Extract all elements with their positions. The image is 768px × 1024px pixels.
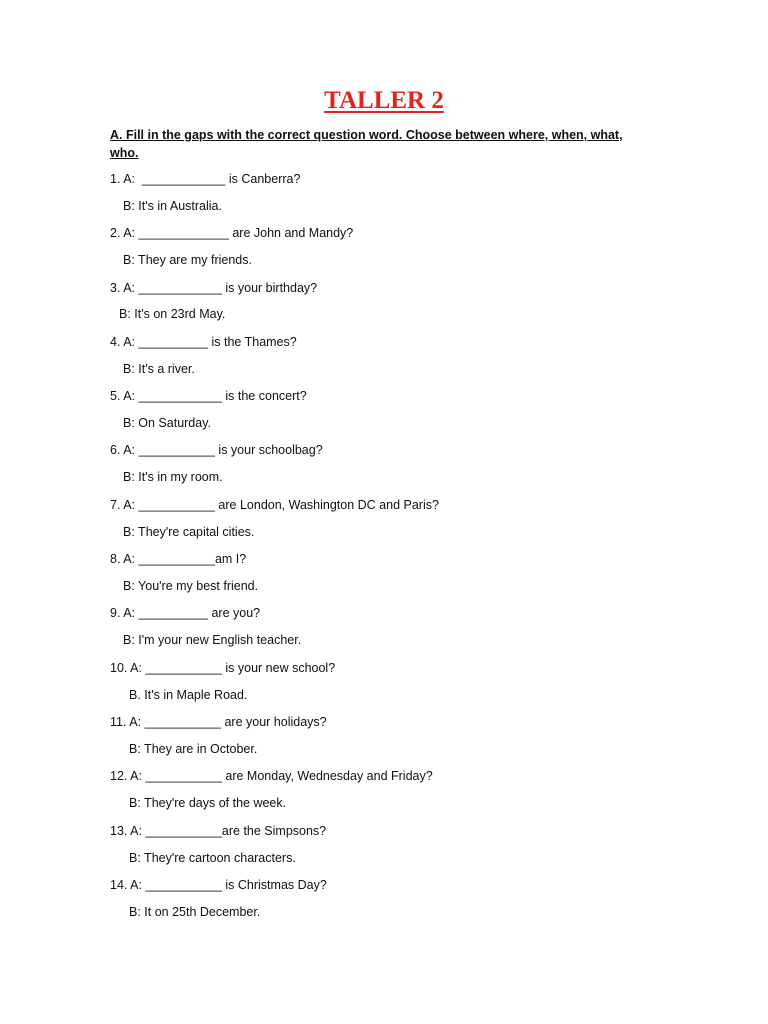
question-12: 12. A: ___________ are Monday, Wednesday and Friday? [110,769,433,783]
answer-3: B: It's on 23rd May. [119,307,226,321]
answer-1: B: It's in Australia. [123,199,222,213]
question-3: 3. A: ____________ is your birthday? [110,281,318,295]
question-6: 6. A: ___________ is your schoolbag? [110,443,323,457]
page-title [0,86,768,116]
question-14: 14. A: ___________ is Christmas Day? [110,878,327,892]
question-10: 10. A: ___________ is your new school? [110,661,336,675]
answer-6: B: It's in my room. [123,470,223,484]
answer-13: B: They're cartoon characters. [129,851,296,865]
instruction-text: A. Fill in the gaps with the correct question word. Choose between where, when, what, who. [110,128,623,160]
answer-4: B: It's a river. [123,362,195,376]
answer-5: B: On Saturday. [123,416,212,430]
question-2: 2. A: _____________ are John and Mandy? [110,226,354,240]
question-9: 9. A: __________ are you? [110,606,261,620]
page-title-text: TALLER 2 [324,87,444,114]
question-4: 4. A: __________ is the Thames? [110,335,297,349]
question-1: 1. A: ____________ is Canberra? [110,172,301,186]
answer-12: B: They're days of the week. [129,796,287,810]
answer-8: B: You're my best friend. [123,579,259,593]
question-5: 5. A: ____________ is the concert? [110,389,307,403]
question-11: 11. A: ___________ are your holidays? [110,715,327,729]
answer-10: B. It's in Maple Road. [129,688,248,702]
answer-2: B: They are my friends. [123,253,252,267]
question-13: 13. A: ___________are the Simpsons? [110,824,327,838]
question-8: 8. A: ___________am I? [110,552,247,566]
answer-9: B: I'm your new English teacher. [123,633,302,647]
question-7: 7. A: ___________ are London, Washington DC and Paris? [110,498,439,512]
answer-7: B: They're capital cities. [123,525,255,539]
answer-11: B: They are in October. [129,742,258,756]
answer-14: B: It on 25th December. [129,905,261,919]
